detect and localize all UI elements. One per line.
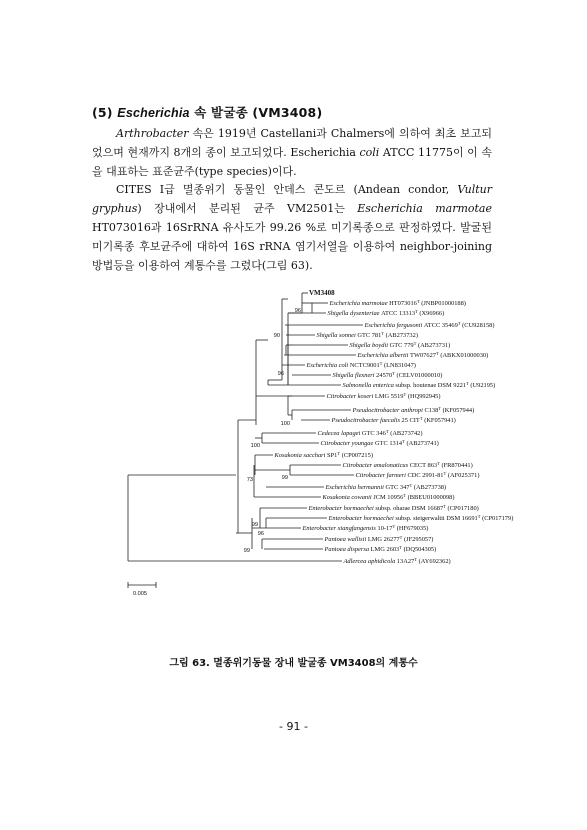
scale-bar-label: 0.005 [133, 591, 147, 597]
taxon-label: Pantoea wallisii LMG $26277^T$ (JF295057) [324, 535, 434, 544]
taxon-label: Adlercea aphidicola $13A27^T$ (AY692362) [343, 557, 451, 566]
bootstrap-value: 100 [280, 421, 290, 427]
taxon-label: Enterobacter xiangfangensis $10-17^T$ (HF679035) [302, 524, 429, 533]
bootstrap-value: 100 [250, 443, 260, 449]
paragraph-strain-description: CITES I급 멸종위기 동물인 안데스 콘도르 (Andean condor, Vultur gryphus) 장내에서 분리된 균주 VM2501는 Escherichia marmotae HT073016과 16SrRNA 유사도가 99.26 %로 미기록종으로 판정하였다. 발굴된 미기록종 후보균주에 대하여 16S rRNA 염기서열을 이용하여 neighbor-joining 방법등을 이용하여 계통수를 그렸다(그림 63). [92, 183, 492, 272]
bootstrap-value: 96 [294, 308, 301, 314]
taxon-label: Escherichia fergusonii ATCC $35469^T$ (CU928158) [364, 321, 495, 330]
taxon-label: Pseudocitrobacter anthropi $C138^T$ (KF057944) [352, 406, 475, 415]
phylogenetic-tree [118, 285, 514, 630]
taxon-label: Citrobacter amalonaticus CECT $863^T$ (FR870441) [342, 461, 473, 470]
taxon-label: Escherichia marmotae $HT073016^T$ (JNBP01000188) [329, 299, 466, 308]
section-heading: (5) Escherichia 속 발굴종 (VM3408) [92, 105, 323, 120]
taxon-label: Shigella dysenteriae ATCC $13313^T$ (X96966) [327, 309, 445, 318]
bootstrap-value: 96 [277, 371, 284, 377]
bootstrap-value: 90 [273, 333, 280, 339]
taxon-label: Escherichia hermannii GTC $347^T$ (AB273738) [325, 483, 447, 492]
taxon-label: Cedecea lapagei GTC $346^T$ (AB273742) [317, 429, 423, 438]
phylogenetic-tree-svg [118, 285, 514, 630]
taxon-label: Pseudocitrobacter faecalis 25 $CIT^T$ (KF057941) [331, 416, 456, 425]
taxon-label: Escherichia albertii $TW07627^T$ (ABKX01000030) [357, 351, 489, 360]
taxon-label: Shigella boydii GTC $779^T$ (AB273731) [349, 341, 451, 350]
figure-caption: 그림 63. 멸종위기동물 장내 발굴종 VM3408의 계통수 [169, 658, 418, 669]
bootstrap-value: 96 [257, 531, 264, 537]
taxon-label: Escherichia coli $NCTC9001^T$ (LN831047) [306, 361, 416, 370]
bootstrap-value: 99 [251, 522, 258, 528]
taxon-label: Shigella flexneri $24570^T$ (CELV01000010) [332, 371, 443, 380]
taxon-label: Citrobacter koseri LMG $5519^T$ (HQ992945) [326, 392, 441, 401]
paragraph-genus-description: Arthrobacter 속은 1919년 Castellani과 Chalmers에 의하여 최초 보고되었으며 현재까지 8개의 종이 보고되었다. Escherichia coli ATCC 11775이 이 속을 대표하는 표준균주(type species)이다. [92, 127, 492, 178]
taxon-label: Kosakonia sacchari $SP1^T$ (CP007215) [274, 451, 373, 460]
taxon-label: Salmonella enterica subsp. houtenae DSM $9221^T$ (U92195) [342, 381, 496, 390]
taxon-label: Enterobacter hormaechei subsp. steigerwaltii DSM $16691^T$ (CP017179) [328, 514, 514, 523]
taxon-label: Shigella sonnei GTC $781^T$ (AB273732) [316, 331, 418, 340]
taxon-label: Pantoea dispersa LMG $2603^T$ (DQ504305) [324, 545, 437, 554]
taxon-label: Citrobacter youngae GTC $1314^T$ (AB273741) [320, 439, 439, 448]
taxon-label: Enterobacter hormaechei subsp. oharae DSM $16687^T$ (CP017180) [308, 504, 479, 513]
page-number: - 91 - [279, 720, 308, 733]
bootstrap-value: 73 [246, 477, 253, 483]
bootstrap-value: 99 [281, 475, 288, 481]
query-taxon-label: VM3408 [309, 289, 335, 298]
taxon-label: Citrobacter farmeri CDC $2991-81^T$ (AF025371) [355, 471, 480, 480]
taxon-label: Kosakonia cowanii JCM $10956^T$ (BBEU01000098) [322, 493, 455, 502]
bootstrap-value: 99 [243, 548, 250, 554]
